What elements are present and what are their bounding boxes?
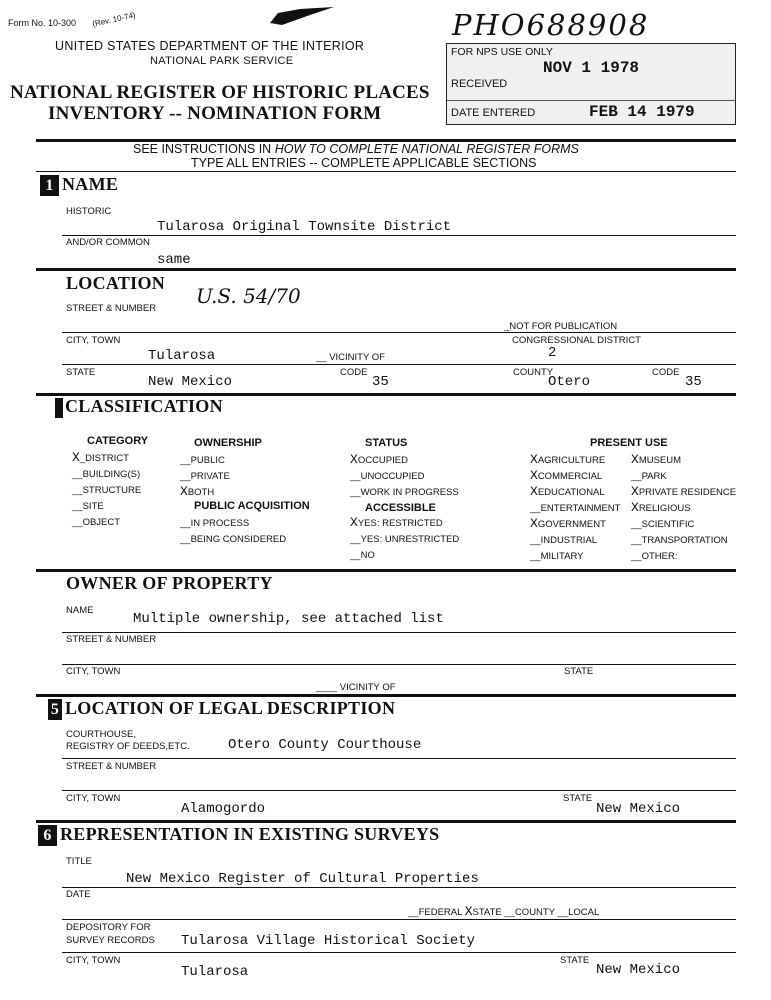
- historic-label: HISTORIC: [66, 206, 112, 217]
- eagle-logo: [270, 7, 336, 30]
- section4-heading: OWNER OF PROPERTY: [66, 573, 273, 593]
- owner-vicinity-label: ____ VICINITY OF: [316, 682, 396, 693]
- street-label: STREET & NUMBER: [66, 303, 157, 314]
- common-label: AND/OR COMMON: [66, 237, 150, 248]
- survey-title-label: TITLE: [66, 856, 92, 867]
- instructions-line1: SEE INSTRUCTIONS IN HOW TO COMPLETE NATIONAL REGISTER FORMS: [133, 142, 579, 156]
- code-label: CODE: [340, 367, 368, 378]
- congressional-district-value: 2: [548, 345, 557, 361]
- department-name: UNITED STATES DEPARTMENT OF THE INTERIOR: [55, 39, 365, 53]
- present-use-option: XRELIGIOUS: [631, 500, 691, 515]
- county-value: Otero: [548, 374, 591, 390]
- present-use-option: XPRIVATE RESIDENCE: [631, 484, 737, 499]
- form-title-line2: INVENTORY -- NOMINATION FORM: [48, 103, 382, 124]
- survey-title-value: New Mexico Register of Cultural Properties: [126, 871, 479, 887]
- owner-state-label: STATE: [564, 666, 594, 677]
- survey-city-value: Tularosa: [181, 964, 249, 980]
- present-use-option: XEDUCATIONAL: [530, 484, 605, 499]
- category-heading: CATEGORY: [87, 435, 149, 447]
- section5-heading: 5 LOCATION OF LEGAL DESCRIPTION: [48, 698, 395, 720]
- section1-heading: 1 NAME: [40, 174, 118, 196]
- present-use-option: XMUSEUM: [631, 452, 682, 467]
- present-use-option: XGOVERNMENT: [530, 516, 606, 531]
- received-label: RECEIVED: [451, 78, 508, 90]
- form-title-line1: NATIONAL REGISTER OF HISTORIC PLACES: [10, 82, 430, 103]
- ownership-heading: OWNERSHIP: [194, 437, 262, 449]
- nps-use-label: FOR NPS USE ONLY: [451, 46, 553, 58]
- ownership-option: __PRIVATE: [180, 471, 230, 482]
- owner-city-label: CITY, TOWN: [66, 666, 121, 677]
- present-use-option: __OTHER:: [631, 551, 678, 562]
- survey-city-label: CITY, TOWN: [66, 955, 121, 966]
- county-code-value: 35: [685, 374, 702, 390]
- congressional-district-label: CONGRESSIONAL DISTRICT: [512, 335, 641, 346]
- nps-use-box: [446, 43, 736, 125]
- acquisition-option: __IN PROCESS: [180, 518, 250, 529]
- city-label: CITY, TOWN: [66, 335, 121, 346]
- section-number-badge: 6: [38, 825, 57, 846]
- ownership-option: __PUBLIC: [180, 455, 225, 466]
- category-option: __STRUCTURE: [72, 485, 142, 496]
- present-use-option: __ENTERTAINMENT: [530, 503, 621, 514]
- status-option: XOCCUPIED: [350, 452, 408, 467]
- accessible-heading: ACCESSIBLE: [365, 502, 436, 514]
- accessible-option: __NO: [350, 550, 375, 561]
- survey-state-value: New Mexico: [596, 962, 681, 978]
- ownership-option: XBOTH: [180, 484, 215, 499]
- category-option: X_DISTRICT: [72, 450, 129, 465]
- revision-note: (Rev. 10-74): [91, 10, 137, 29]
- category-option: __BUILDING(S): [72, 469, 141, 480]
- county-code-label: CODE: [652, 367, 680, 378]
- owner-street-label: STREET & NUMBER: [66, 634, 157, 645]
- not-for-publication: _NOT FOR PUBLICATION: [504, 321, 618, 332]
- legal-city-label: CITY, TOWN: [66, 793, 121, 804]
- city-value: Tularosa: [148, 348, 216, 364]
- section6-heading: 6 REPRESENTATION IN EXISTING SURVEYS: [38, 824, 440, 846]
- status-option: __UNOCCUPIED: [350, 471, 425, 482]
- acquisition-option: __BEING CONSIDERED: [180, 534, 287, 545]
- section3-heading: CLASSIFICATION: [55, 396, 223, 418]
- depository-label2: SURVEY RECORDS: [66, 935, 155, 946]
- section2-heading: LOCATION: [66, 273, 166, 293]
- owner-name-label: NAME: [66, 605, 94, 616]
- date-entered-value: FEB 14 1979: [589, 103, 695, 121]
- depository-value: Tularosa Village Historical Society: [181, 933, 476, 949]
- instructions-line2: TYPE ALL ENTRIES -- COMPLETE APPLICABLE SECTIONS: [191, 156, 537, 170]
- survey-state-label: STATE: [560, 955, 590, 966]
- accessible-option: __YES: UNRESTRICTED: [350, 534, 460, 545]
- legal-city-value: Alamogordo: [181, 801, 266, 817]
- courthouse-value: Otero County Courthouse: [228, 737, 422, 753]
- section-number-badge: [55, 398, 63, 418]
- present-use-option: XCOMMERCIAL: [530, 468, 603, 483]
- present-use-option: __TRANSPORTATION: [631, 535, 728, 546]
- handwritten-id: PHO688908: [452, 8, 650, 42]
- accessible-option: XYES: RESTRICTED: [350, 515, 443, 530]
- owner-name-value: Multiple ownership, see attached list: [133, 611, 444, 627]
- state-label: STATE: [66, 367, 96, 378]
- historic-name: Tularosa Original Townsite District: [157, 219, 452, 235]
- form-number: Form No. 10-300: [8, 18, 77, 28]
- survey-level-options: __FEDERAL XSTATE __COUNTY __LOCAL: [408, 904, 600, 919]
- date-entered-label: DATE ENTERED: [451, 107, 536, 119]
- present-use-heading: PRESENT USE: [590, 437, 668, 449]
- present-use-option: __INDUSTRIAL: [530, 535, 598, 546]
- present-use-option: XAGRICULTURE: [530, 452, 606, 467]
- courthouse-label: COURTHOUSE,: [66, 729, 137, 740]
- status-option: __WORK IN PROGRESS: [350, 487, 459, 498]
- state-code-value: 35: [372, 374, 389, 390]
- legal-state-value: New Mexico: [596, 801, 681, 817]
- present-use-option: __PARK: [631, 471, 667, 482]
- street-value: U.S. 54/70: [196, 284, 301, 308]
- legal-state-label: STATE: [563, 793, 593, 804]
- state-value: New Mexico: [148, 374, 233, 390]
- service-name: NATIONAL PARK SERVICE: [150, 55, 294, 67]
- present-use-option: __MILITARY: [530, 551, 584, 562]
- survey-date-label: DATE: [66, 889, 91, 900]
- registry-label: REGISTRY OF DEEDS,ETC.: [66, 741, 190, 752]
- public-acquisition-heading: PUBLIC ACQUISITION: [194, 500, 310, 512]
- section-number-badge: 1: [40, 175, 59, 196]
- legal-street-label: STREET & NUMBER: [66, 761, 157, 772]
- vicinity-label: __ VICINITY OF: [316, 352, 385, 363]
- depository-label1: DEPOSITORY FOR: [66, 922, 151, 933]
- received-date: NOV 1 1978: [543, 59, 640, 77]
- category-option: __OBJECT: [72, 517, 121, 528]
- present-use-option: __SCIENTIFIC: [631, 519, 695, 530]
- county-label: COUNTY: [513, 367, 554, 378]
- common-name: same: [157, 252, 191, 268]
- section-number-badge: 5: [48, 699, 62, 720]
- status-heading: STATUS: [365, 437, 408, 449]
- category-option: __SITE: [72, 501, 104, 512]
